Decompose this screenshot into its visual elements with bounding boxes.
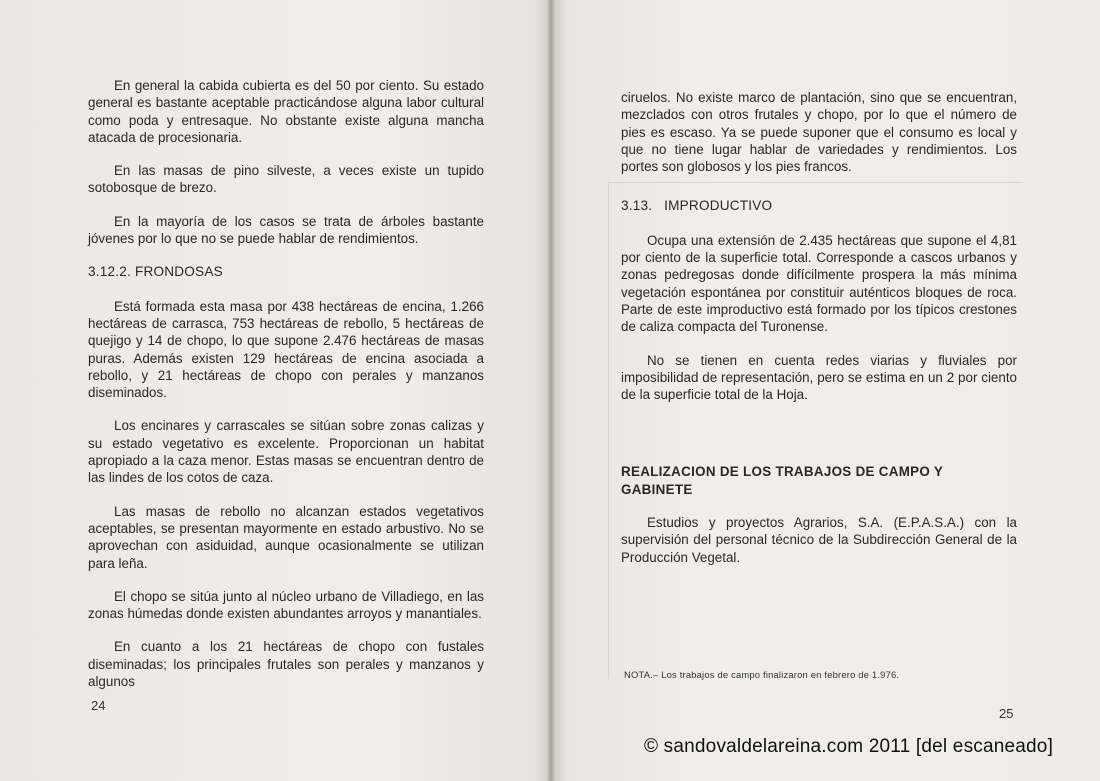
paragraph: Las masas de rebollo no alcanzan estados vegetativos aceptables, se presentan mayormente en estado arbustivo. No se aprovechan con asiduidad, aunque ocasionalmente se utilizan para leña. [88, 503, 484, 571]
right-text-column [621, 89, 1017, 582]
paragraph: En general la cabida cubierta es del 50 por ciento. Su estado general es bastante aceptable practicándose alguna labor cultural como poda y entresaque. No obstante existe alguna mancha atacada de procesionaria. [88, 78, 484, 145]
book-gutter [548, 0, 554, 781]
paragraph: Los encinares y carrascales se sitúan sobre zonas calizas y su estado vegetativo es excelente. Proporcionan un habitat apropiado a la caza menor. Estas masas se encuentran dentro de las lindes de los cotos de caza. [88, 418, 484, 486]
left-text-column [88, 77, 484, 706]
paragraph: Está formada esta masa por 438 hectáreas de encina, 1.266 hectáreas de carrasca, 753 hectáreas de rebollo, 5 hectáreas de quejigo y 14 de chopo, lo que supone 2.476 hectáreas de masas puras. Además existen 129 hectáreas de encina asociada a rebollo, y 21 hectáreas de chopo con perales y manzanos diseminados. [88, 298, 484, 401]
footnote: NOTA.– Los trabajos de campo finalizaron en febrero de 1.976. [624, 669, 900, 680]
section-heading-frondosas: 3.12.2. FRONDOSAS [88, 264, 223, 280]
paragraph: Ocupa una extensión de 2.435 hectáreas que supone el 4,81 por ciento de la superficie total. Corresponde a cascos urbanos y zonas pedregosas donde difícilmente prospera la más mínima vegetación espontánea por constituir auténticos bloques de roca. Parte de este improductivo está formado por los típicos crestones de caliza compacta del Turonense. [621, 232, 1017, 335]
copyright-watermark: © sandovaldelareina.com 2011 [del escaneado] [644, 736, 1054, 757]
paragraph: En las masas de pino silveste, a veces existe un tupido sotobosque de brezo. [88, 163, 484, 196]
paragraph: No se tienen en cuenta redes viarias y fluviales por imposibilidad de representación, pero se estima en un 2 por ciento de la superficie total de la Hoja. [621, 352, 1017, 403]
section-heading-trabajos: REALIZACION DE LOS TRABAJOS DE CAMPO Y GABINETE [621, 464, 943, 497]
paragraph: En cuanto a los 21 hectáreas de chopo con fustales diseminadas; los principales frutales son perales y manzanos y algunos [88, 639, 484, 690]
paragraph: En la mayoría de los casos se trata de árboles bastante jóvenes por lo que no se puede hablar de rendimientos. [88, 213, 484, 247]
paragraph-continued: ciruelos. No existe marco de plantación, sino que se encuentran, mezclados con otros frutales y chopo, por lo que el número de pies es escaso. Ya se puede suponer que el consumo es local y que no tiene lugar hablar de variedades y rendimientos. Los portes son globosos y los pies francos. [621, 90, 1017, 175]
page-number-left: 24 [91, 698, 106, 713]
page-number-right: 25 [999, 706, 1014, 721]
section-heading-improductivo: 3.13. IMPRODUCTIVO [621, 198, 773, 214]
paragraph: El chopo se sitúa junto al núcleo urbano de Villadiego, en las zonas húmedas donde existen abundantes arroyos y manantiales. [88, 588, 484, 622]
paragraph: Estudios y proyectos Agrarios, S.A. (E.P.A.S.A.) con la supervisión del personal técnico de la Subdirección General de la Producción Vegetal. [621, 515, 1017, 565]
